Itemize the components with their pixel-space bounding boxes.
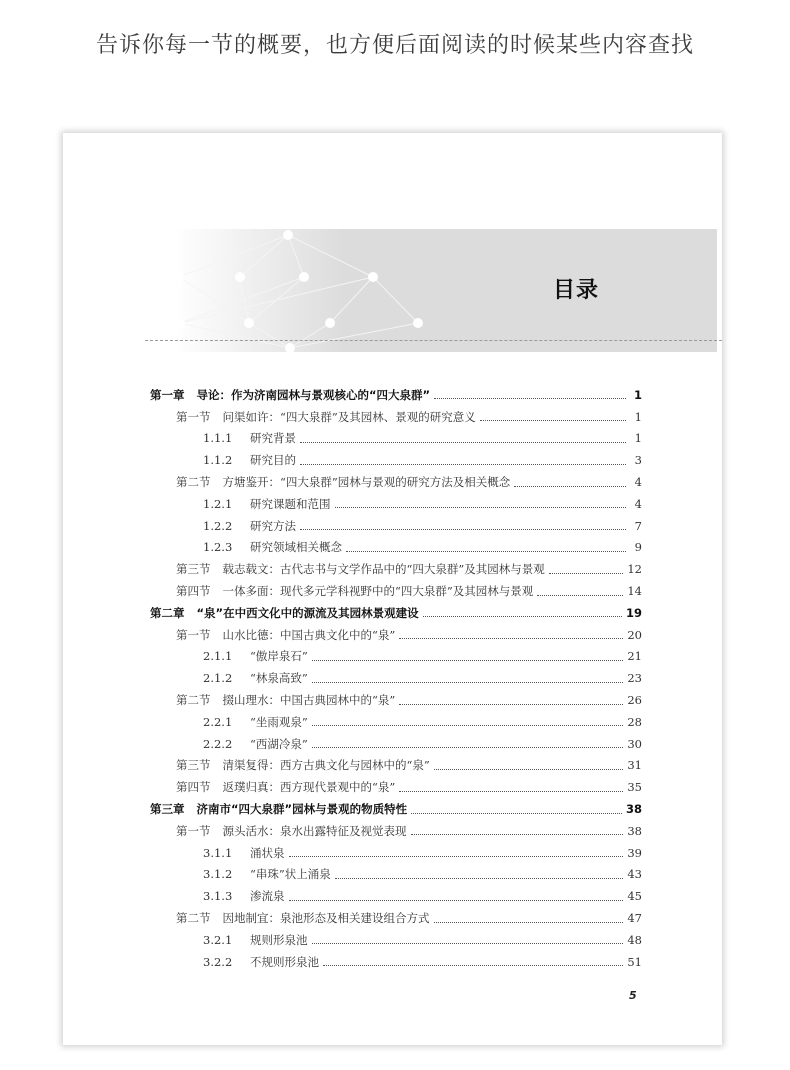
toc-entry-label: 因地制宜：泉池形态及相关建设组合方式	[222, 911, 430, 926]
toc-entry-label: 渗流泉	[250, 889, 285, 904]
toc-entry-number: 2.2.2	[203, 736, 233, 751]
toc-entry-page: 4	[634, 475, 642, 490]
toc-entry-label: 掇山理水：中国古典园林中的“泉”	[222, 693, 396, 708]
toc-entry-number: 第二章	[150, 605, 185, 620]
toc-entry-label: 规则形泉池	[250, 932, 308, 947]
page-number: 5	[629, 989, 637, 1002]
toc-entry-sec[interactable]	[150, 624, 642, 646]
toc-entry-number: 1.2.1	[203, 496, 233, 511]
dot-leader	[312, 747, 624, 748]
toc-entry-sec[interactable]	[150, 406, 642, 428]
toc-entry-page: 4	[634, 496, 642, 511]
dot-leader	[346, 551, 626, 552]
toc-entry-label: “西湖冷泉”	[250, 736, 308, 751]
toc-entry-page: 31	[627, 758, 642, 773]
dot-leader	[399, 704, 623, 705]
toc-entry-number: 第一节	[176, 823, 211, 838]
dot-leader	[434, 398, 626, 399]
toc-entry-number: 第一章	[150, 387, 185, 402]
toc-entry-label: 返璞归真：西方现代景观中的“泉”	[222, 780, 396, 795]
toc-entry-number: 第四节	[176, 584, 211, 599]
toc-entry-label: 方塘鉴开：“四大泉群”园林与景观的研究方法及相关概念	[222, 475, 511, 490]
toc-entry-number: 2.1.2	[203, 671, 233, 686]
toc-entry-page: 38	[625, 802, 642, 817]
toc-entry-sec[interactable]	[150, 907, 642, 929]
toc-entry-sub[interactable]	[150, 667, 642, 689]
toc-entry-page: 19	[625, 605, 642, 620]
toc-entry-number: 2.1.1	[203, 649, 233, 664]
toc-entry-page: 38	[627, 823, 642, 838]
toc-entry-sec[interactable]	[150, 471, 642, 493]
dot-leader	[289, 900, 624, 901]
toc-entry-label: 研究领域相关概念	[250, 540, 342, 555]
toc-entry-page: 30	[627, 736, 642, 751]
toc-entry-label: 清渠复得：西方古典文化与园林中的“泉”	[222, 758, 430, 773]
dot-leader	[312, 660, 624, 661]
toc-entry-sub[interactable]	[150, 493, 642, 515]
toc-entry-number: 第二节	[176, 475, 211, 490]
toc-entry-page: 9	[634, 540, 642, 555]
toc-entry-number: 3.2.1	[203, 932, 233, 947]
toc-entry-sub[interactable]	[150, 711, 642, 733]
toc-entry-label: 不规则形泉池	[250, 954, 319, 969]
dot-leader	[514, 486, 626, 487]
dot-leader	[399, 638, 623, 639]
toc-entry-label: 济南市“四大泉群”园林与景观的物质特性	[196, 802, 408, 817]
toc-entry-number: 3.1.3	[203, 889, 233, 904]
toc-entry-label: 研究方法	[250, 518, 296, 533]
toc-entry-sec[interactable]	[150, 689, 642, 711]
toc-entry-label: 源头活水：泉水出露特征及视觉表现	[222, 823, 407, 838]
dot-leader	[411, 813, 622, 814]
dot-leader	[434, 769, 624, 770]
toc-entry-label: “坐雨观泉”	[250, 714, 308, 729]
toc-entry-ch[interactable]	[150, 384, 642, 406]
toc-entry-page: 47	[627, 911, 642, 926]
toc-entry-page: 12	[627, 562, 642, 577]
toc-entry-page: 39	[627, 845, 642, 860]
toc-entry-label: 一体多面：现代多元学科视野中的“四大泉群”及其园林与景观	[222, 584, 534, 599]
toc-entry-number: 第三节	[176, 562, 211, 577]
toc-entry-sec[interactable]	[150, 580, 642, 602]
toc-entry-number: 第一节	[176, 627, 211, 642]
toc-entry-label: 山水比德：中国古典文化中的“泉”	[222, 627, 396, 642]
toc-entry-sub[interactable]	[150, 646, 642, 668]
toc-title: 目录	[553, 278, 600, 303]
dot-leader	[323, 965, 623, 966]
toc-entry-page: 14	[627, 584, 642, 599]
toc-entry-page: 28	[627, 714, 642, 729]
toc-entry-page: 1	[634, 431, 642, 446]
toc-entry-page: 21	[627, 649, 642, 664]
toc-entry-page: 20	[627, 627, 642, 642]
toc-entry-number: 3.1.2	[203, 867, 233, 882]
toc-entry-page: 48	[627, 932, 642, 947]
toc-entry-sec[interactable]	[150, 755, 642, 777]
toc-entry-number: 1.1.1	[203, 431, 233, 446]
toc-entry-label: 载志载文：古代志书与文学作品中的“四大泉群”及其园林与景观	[222, 562, 545, 577]
toc-entry-sub[interactable]	[150, 428, 642, 450]
toc-entry-number: 3.1.1	[203, 845, 233, 860]
toc-entry-sub[interactable]	[150, 537, 642, 559]
toc-banner	[145, 229, 717, 352]
toc-entry-page: 1	[634, 409, 642, 424]
toc-entry-number: 第三章	[150, 802, 185, 817]
network-graphic-icon	[145, 229, 717, 352]
dot-leader	[335, 878, 624, 879]
toc-entry-number: 第三节	[176, 758, 211, 773]
toc-entry-page: 1	[633, 387, 642, 402]
toc-entry-number: 3.2.2	[203, 954, 233, 969]
dot-leader	[300, 464, 626, 465]
toc-entry-page: 23	[627, 671, 642, 686]
dot-leader	[423, 616, 622, 617]
toc-entry-sub[interactable]	[150, 515, 642, 537]
toc-entry-number: 1.1.2	[203, 453, 233, 468]
toc-entry-number: 第二节	[176, 911, 211, 926]
dot-leader	[289, 856, 624, 857]
toc-entry-label: 研究背景	[250, 431, 296, 446]
divider	[145, 340, 722, 341]
dot-leader	[480, 420, 626, 421]
toc-entry-label: “林泉高致”	[250, 671, 308, 686]
toc-entry-page: 7	[634, 518, 642, 533]
toc-entry-sec[interactable]	[150, 820, 642, 842]
toc-entry-label: 研究课题和范围	[250, 496, 331, 511]
toc-entry-sub[interactable]	[150, 951, 642, 973]
dot-leader	[335, 507, 627, 508]
toc-entry-page: 26	[627, 693, 642, 708]
toc-entry-ch[interactable]	[150, 798, 642, 820]
toc-entry-sub[interactable]	[150, 842, 642, 864]
dot-leader	[549, 573, 624, 574]
toc-entry-label: 问渠如许：“四大泉群”及其园林、景观的研究意义	[222, 409, 476, 424]
toc-entry-label: “傲岸泉石”	[250, 649, 308, 664]
dot-leader	[312, 682, 624, 683]
toc-entry-label: 涌状泉	[250, 845, 285, 860]
toc-entry-number: 第二节	[176, 693, 211, 708]
book-page	[63, 133, 722, 1045]
toc-entry-number: 1.2.3	[203, 540, 233, 555]
page-caption: 告诉你每一节的概要，也方便后面阅读的时候某些内容查找	[95, 33, 694, 58]
dot-leader	[399, 791, 623, 792]
dot-leader	[312, 725, 624, 726]
dot-leader	[411, 834, 624, 835]
toc-entry-label: 导论：作为济南园林与景观核心的“四大泉群”	[196, 387, 431, 402]
dot-leader	[537, 595, 623, 596]
toc-entry-page: 43	[627, 867, 642, 882]
toc-entry-label: 研究目的	[250, 453, 296, 468]
toc-entry-sub[interactable]	[150, 885, 642, 907]
dot-leader	[300, 442, 626, 443]
toc-entry-label: “串珠”状上涌泉	[250, 867, 331, 882]
toc-entry-number: 1.2.2	[203, 518, 233, 533]
toc-entry-ch[interactable]	[150, 602, 642, 624]
toc-entry-sec[interactable]	[150, 558, 642, 580]
toc-entry-sub[interactable]	[150, 449, 642, 471]
dot-leader	[312, 943, 624, 944]
toc-entry-number: 第一节	[176, 409, 211, 424]
toc-entry-label: “泉”在中西文化中的源流及其园林景观建设	[196, 605, 419, 620]
toc-entry-sub[interactable]	[150, 733, 642, 755]
dot-leader	[434, 922, 624, 923]
toc-entry-number: 2.2.1	[203, 714, 233, 729]
toc-entry-sub[interactable]	[150, 929, 642, 951]
toc-entry-sec[interactable]	[150, 776, 642, 798]
toc-entry-sub[interactable]	[150, 864, 642, 886]
toc-entry-page: 3	[634, 453, 642, 468]
table-of-contents	[150, 384, 642, 973]
dot-leader	[300, 529, 626, 530]
toc-entry-page: 45	[627, 889, 642, 904]
toc-entry-page: 35	[627, 780, 642, 795]
toc-entry-page: 51	[627, 954, 642, 969]
toc-entry-number: 第四节	[176, 780, 211, 795]
